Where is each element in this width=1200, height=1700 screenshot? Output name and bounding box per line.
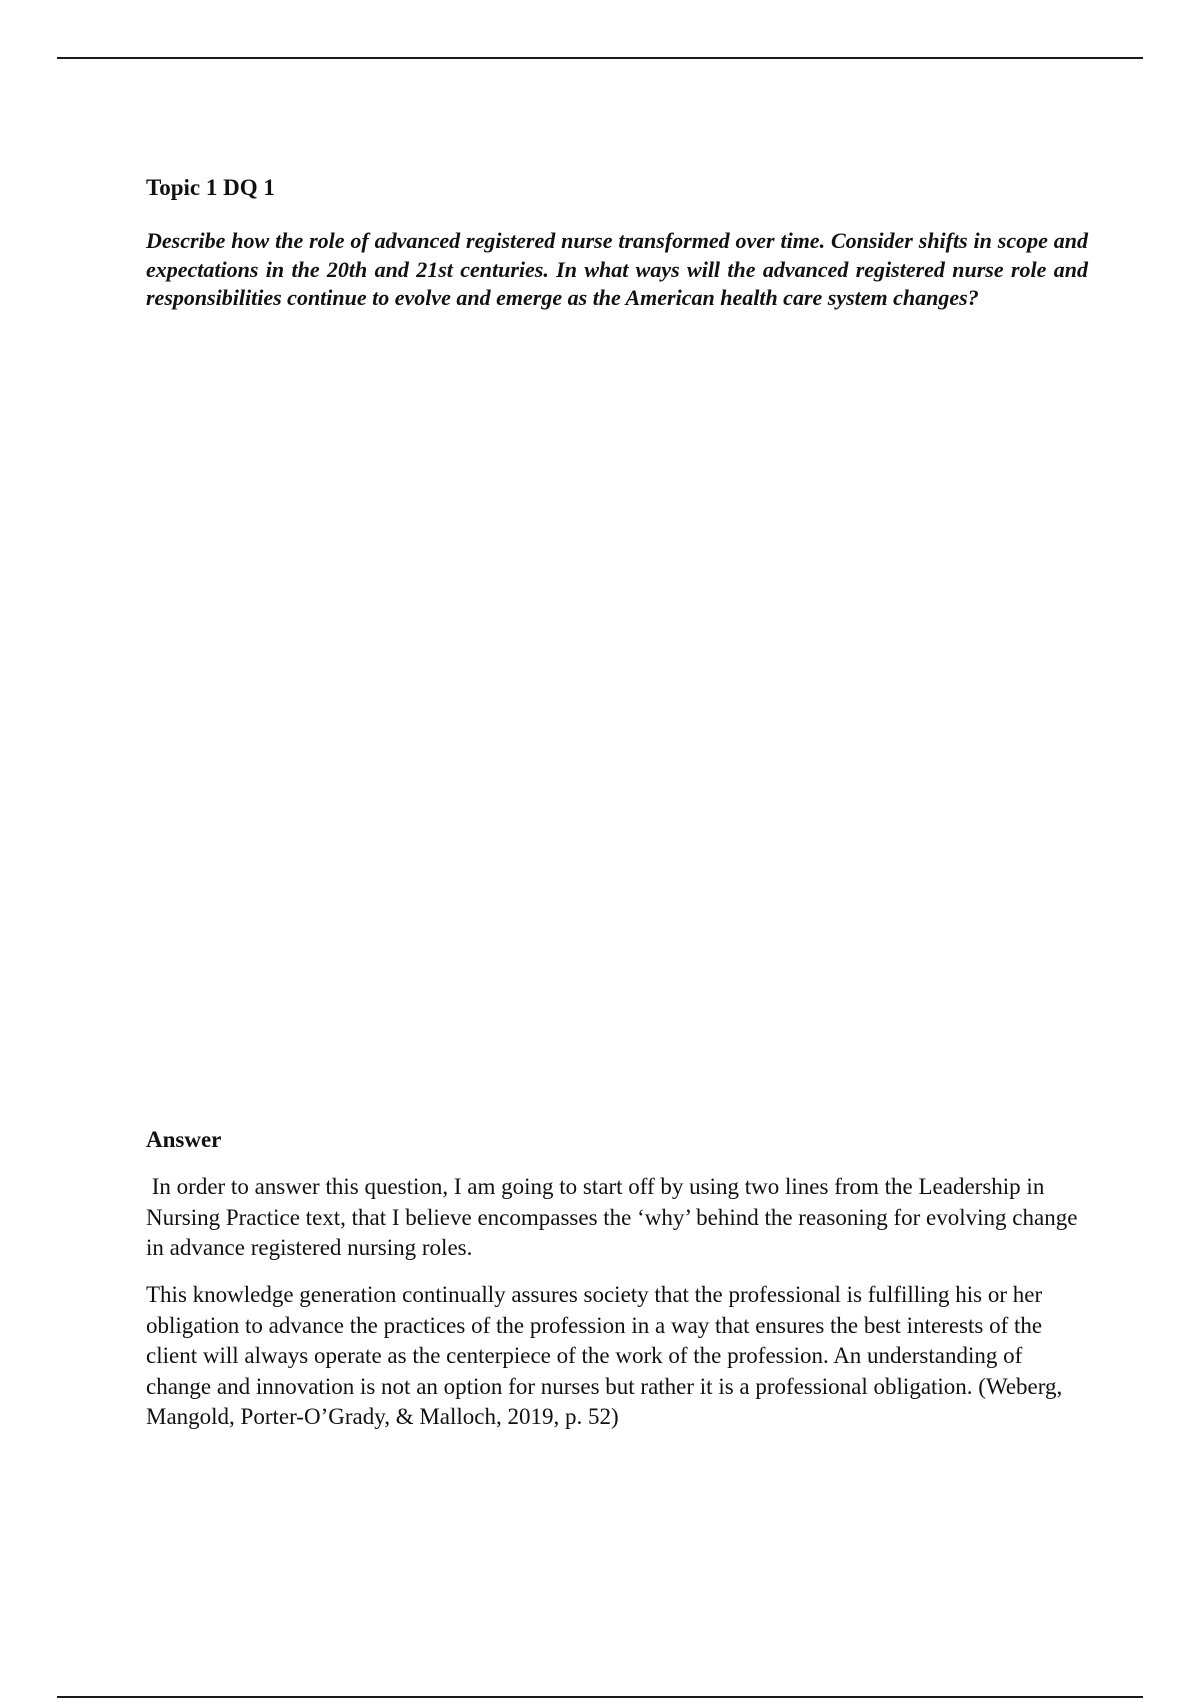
- header-rule: [57, 57, 1143, 59]
- discussion-question: Describe how the role of advanced registered nurse transformed over time. Consider shifts in scope and expectations in the 20th and 21st centuries. In what ways will the advanced registered nurse role and responsibilities continue to evolve and emerge as the American health care system changes?: [146, 228, 1088, 310]
- answer-heading: Answer: [146, 1127, 222, 1152]
- answer-intro-paragraph: In order to answer this question, I am going to start off by using two lines from the Leadership in Nursing Practice text, that I believe encompasses the ‘why’ behind the reasoning for evolving change in advance registered nursing roles.: [146, 1174, 1078, 1260]
- footer-rule: [57, 1696, 1143, 1698]
- answer-quote-paragraph: This knowledge generation continually assures society that the professional is fulfilling his or her obligation to advance the practices of the profession in a way that ensures the best interests of the client will always operate as the centerpiece of the work of the profession. An understanding of change and innovation is not an option for nurses but rather it is a professional obligation. (Weberg, Mangold, Porter-O’Grady, & Malloch, 2019, p. 52): [146, 1282, 1063, 1429]
- topic-title: Topic 1 DQ 1: [146, 175, 275, 200]
